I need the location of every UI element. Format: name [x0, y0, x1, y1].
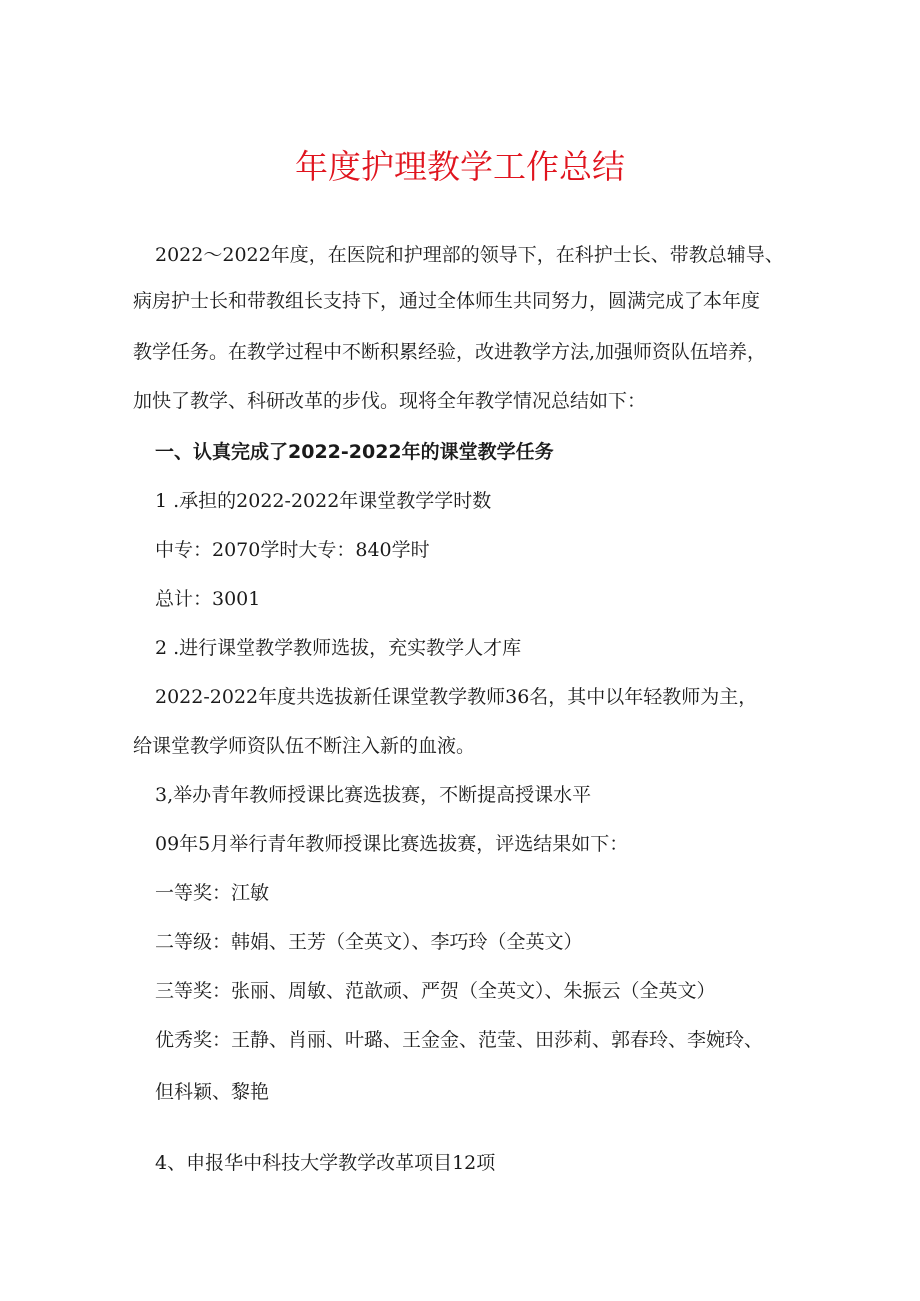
intro-line-4: 加快了教学、科研改革的步伐。现将全年教学情况总结如下：	[133, 390, 647, 412]
intro-line-3: 教学任务。在教学过程中不断积累经验，改进教学方法,加强师资队伍培养，	[133, 341, 767, 363]
item-1-hours: 中专：2070学时大专：840学时	[155, 539, 430, 561]
award-third: 三等奖：张丽、周敏、范歆顽、严贺（全英文）、朱振云（全英文）	[155, 980, 716, 1002]
award-first: 一等奖：江敏	[155, 882, 270, 904]
item-3-intro: 09年5月举行青年教师授课比赛选拔赛，评选结果如下：	[155, 833, 629, 855]
intro-line-1: 2022～2022年度，在医院和护理部的领导下，在科护士长、带教总辅导、	[155, 244, 784, 266]
award-second: 二等级：韩娟、王芳（全英文）、李巧玲（全英文）	[155, 931, 583, 953]
item-3-heading: 3,举办青年教师授课比赛选拔赛，不断提高授课水平	[155, 784, 592, 806]
item-1-total: 总计：3001	[155, 588, 261, 610]
award-excellent-line-2: 但科颖、黎艳	[155, 1081, 270, 1103]
item-4-heading: 4、申报华中科技大学教学改革项目12项	[155, 1152, 496, 1174]
document-title: 年度护理教学工作总结	[295, 147, 625, 186]
item-1-heading: 1 .承担的2022-2022年课堂教学学时数	[155, 490, 492, 512]
section-1-heading: 一、认真完成了2022-2022年的课堂教学任务	[155, 441, 554, 463]
award-excellent-line-1: 优秀奖：王静、肖丽、叶璐、王金金、范莹、田莎莉、郭春玲、李婉玲、	[155, 1029, 764, 1051]
item-2-heading: 2 .进行课堂教学教师选拔，充实教学人才库	[155, 637, 522, 659]
intro-line-2: 病房护士长和带教组长支持下，通过全体师生共同努力，圆满完成了本年度	[133, 290, 761, 312]
item-2-text-line-1: 2022-2022年度共选拔新任课堂教学教师36名，其中以年轻教师为主，	[155, 686, 758, 708]
item-2-text-line-2: 给课堂教学师资队伍不断注入新的血液。	[133, 735, 476, 757]
